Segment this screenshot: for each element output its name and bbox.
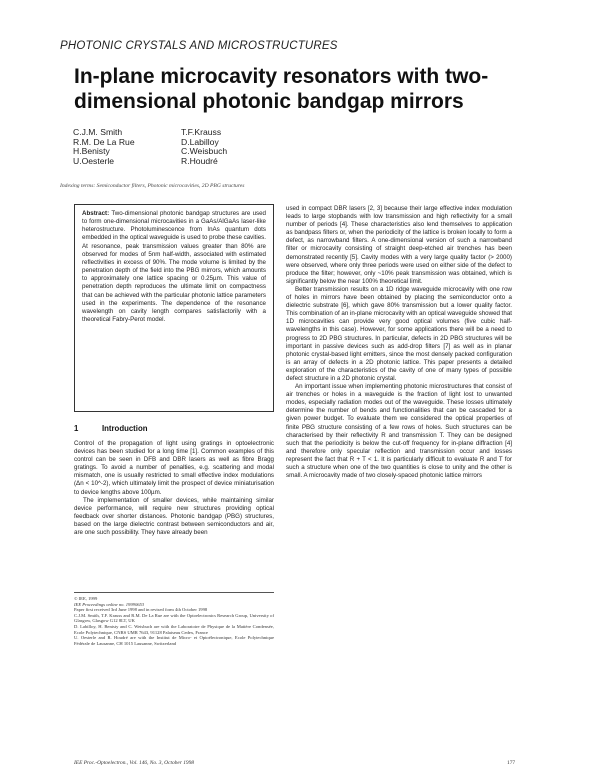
author-name: H.Benisty: [73, 146, 110, 157]
left-column-body: [74, 440, 274, 537]
body-paragraph: Control of the propagation of light using gratings in optoelectronic devices has been studied for a long time [1]. Common examples of this control can be seen in DFB and DBR lasers as well as fibre Bragg gratings. To avoid a number of penalties, e.g. scattering and modal mismatch, one is usually restricted to small effective index modulations (Δn < 10^-2), which ultimately limit the prospect of device miniaturisation to device lengths above 100µm.: [74, 440, 274, 496]
footnote-divider: [74, 592, 274, 593]
author-name: R.M. De La Rue: [73, 136, 135, 147]
footnote-affiliation: C.J.M. Smith, T.F. Krauss and R.M. De La Rue are with the Optoelectronics Research Group, University of Glasgow, Glasgow G12 8LT, UK: [74, 612, 274, 624]
authors-right-column: [181, 128, 227, 166]
paper-title: In-plane microcavity resonators with two-dimensional photonic bandgap mirrors: [74, 65, 489, 113]
journal-footer: IEE Proc.-Optoelectron., Vol. 146, No. 3, October 1998: [74, 760, 194, 766]
author-name: C.J.M. Smith: [73, 127, 123, 137]
right-column-body: [286, 205, 512, 480]
author-name: T.F.Krauss: [181, 127, 222, 137]
body-paragraph: An important issue when implementing photonic microstructures that consist of air trenches or holes in a waveguide is the fraction of light lost to unwanted modes, especially radiation modes out of the waveguide. These losses ultimately determine the number of bends and functionalities that can be cascaded for a given power budget. To evaluate them we considered the optical properties of finite PBG structure consisting of a few rows of holes. Such structures can be characterised by their reflectivity R and transmission T. They can be designed such that the periodicity is below the cut-off frequency for in-plane diffraction [4] and therefore only specular reflection and transmission occur and losses represent the fact that R + T < 1. It is particularly difficult to evaluate R and T for such a structure when one of the two quantities is close to unity and the other is small. A microcavity made of two closely-spaced photonic lattice mirrors: [286, 383, 512, 480]
section-title: Introduction: [102, 424, 148, 433]
index-terms: Indexing terms: Semiconductor filters, Photonic microcavities, 2D PBG structures: [60, 183, 245, 189]
author-name: D.Labilloy: [181, 136, 219, 147]
body-paragraph: The implementation of smaller devices, while maintaining similar device performance, will require new structures providing optical feedback over shorter distances. Photonic bandgap (PBG) structures, based on the large dielectric contrast between semiconductors and air, are one such possibility. They have already been: [74, 496, 274, 537]
body-paragraph: used in compact DBR lasers [2, 3] because their large effective index modulation leads to large stopbands with low transmission and high reflectivity for a small number of periods [4]. These characteristics also lend themselves to application as bandpass filters or, when the periodicity of the lattice is broken locally to form a defect, as narrowband filters. A one-dimensional version of such a narrowband filter or microcavity consisting of straight deep-etched air trenches has been demonstrated recently [5]. Cavity modes with a very large quality factor (> 2000) were observed, where only three periods were used on either side of the defect to produce the filter; however, only ~10% peak transmission was obtained, which is significantly below the near 100% theoretical limit.: [286, 205, 512, 285]
footnote-paper-info: Paper first received 3rd June 1998 and in revised form 4th October 1998: [74, 607, 208, 613]
footnotes: [74, 596, 274, 646]
abstract-label: Abstract:: [82, 210, 110, 217]
author-name: C.Weisbuch: [181, 146, 228, 157]
authors-left-column: [73, 128, 135, 166]
section-heading-introduction: [74, 424, 147, 433]
abstract-box: [74, 204, 274, 412]
section-number: 1: [74, 424, 79, 433]
body-paragraph: Better transmission results on a 1D ridge waveguide microcavity with one row of holes in mirrors have been obtained by placing the semiconductor onto a dielectric substrate [6], which gave 80% transmission but a lower quality factor. This combination of an in-plane microcavity with an optical waveguide showed that 1D microcavities can provide very good optical volumes (five cubic half-wavelengths in this case). However, for some applications there will be a need to progress to 2D PBG structures. In particular, defects in 2D PBG structures will be important in passive devices such as add-drop filters [7] as well as in planar photonic crystal-based light emitters, since the most densely packed configuration is an array of defects in a 2D photonic lattice. This paper presents a detailed exploration of the characteristics of the cavity of one of many types of possible defect structure in a 2D photonic crystal.: [286, 285, 512, 382]
footnote-affiliation: U. Oesterle and R. Houdré are with the Institut de Micro- et Optoélectronique, Ecole Polytechnique Fédérale de Lausanne, CH 1015 Lausanne, Switzerland: [74, 635, 274, 646]
author-name: U.Oesterle: [73, 155, 115, 166]
abstract-text: Two-dimensional photonic bandgap structures are used to form one-dimensional microcavities in a GaAs/AlGaAs laser-like heterostructure. Photoluminescence from InAs quantum dots embedded in the optical waveguide is used to probe these cavities. At resonance, peak transmission values greater than 80% are observed for modes of 5nm half-width, associated with estimated reflectivities in excess of 90%. The mode volume is limited by the penetration depth of the field into the PBG mirrors, which amounts to approximately one lattice spacing or 0.25µm. This value of penetration depth reproduces the ultimate limit on compactness that can be achieved with the particular photonic lattice parameters used in the experiments. The dependence of the resonance wavelength on cavity length compares satisfactorily with a theoretical Fabry-Perot model.: [82, 210, 266, 324]
footnote-proceedings: IEE Proceedings online no. 19990653: [74, 601, 145, 607]
footnote-affiliation: D. Labilloy, H. Benisty and C. Weisbuch are with the Laboratoire de Physique de la Matière Condensée, Ecole Polytechnique, CNRS UMR 7643, 91128 Palaiseau Cedex, France: [74, 623, 274, 635]
footnote-copyright: © IEE, 1999: [74, 596, 98, 601]
author-name: R.Houdré: [181, 155, 218, 166]
page-number: 177: [507, 760, 516, 766]
section-header: PHOTONIC CRYSTALS AND MICROSTRUCTURES: [60, 40, 338, 52]
